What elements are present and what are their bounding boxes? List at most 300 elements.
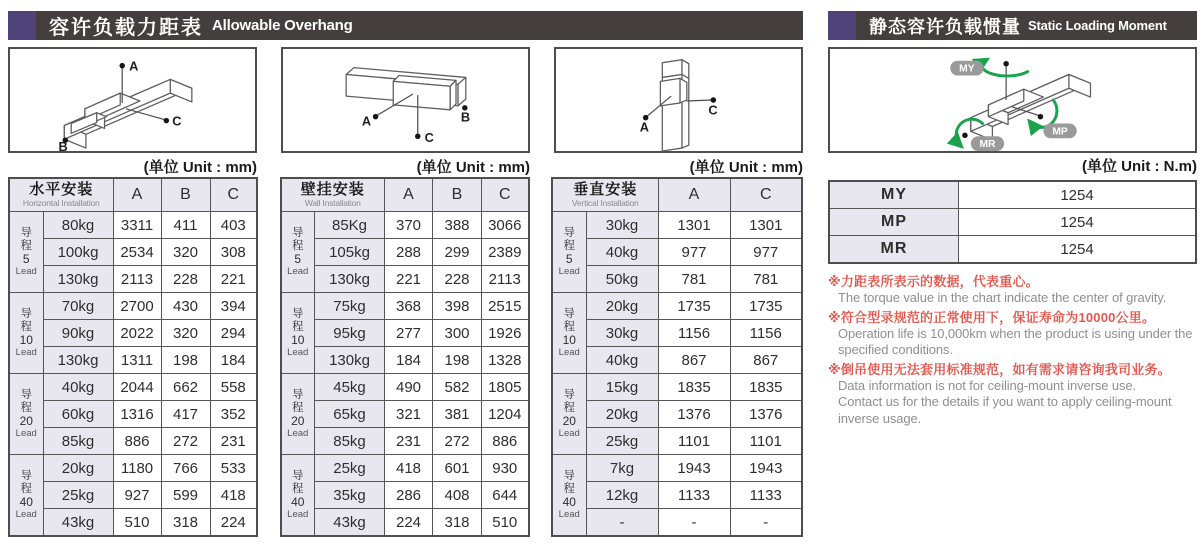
table-row [552,347,802,374]
value-cell: 1943 [730,455,802,482]
unit-label: (单位 Unit : N.m) [1082,158,1197,175]
load-weight-cell: 7kg [586,455,658,482]
note-zh: ※符合型录规范的正常使用下，保证寿命为10000公里。 [828,309,1156,325]
column-header: C [730,178,802,212]
column-header: A [113,178,161,212]
load-weight-cell: 25kg [586,428,658,455]
note-zh: ※力距表所表示的数据，代表重心。 [828,274,1039,289]
section-header-right [828,11,1197,40]
value-cell: 599 [161,482,210,509]
value-cell: 558 [210,374,257,401]
lead-number: 5 [22,252,30,266]
value-cell: 1926 [482,320,529,347]
lead-zh: 导 [20,308,32,320]
value-cell: 3066 [482,212,529,239]
load-weight-cell: 85kg [43,428,113,455]
table-row [9,482,257,509]
horizontal-installation-diagram-box [8,47,257,153]
lead-number: 5 [565,252,573,266]
value-cell: 662 [161,374,210,401]
lead-en: Lead [558,428,580,439]
table-row [9,509,257,537]
load-weight-cell: 90kg [43,320,113,347]
table-row [281,374,529,401]
value-cell: 2700 [113,293,161,320]
lead-en: Lead [15,509,37,520]
my-badge: MY [959,63,975,75]
section-header-left [8,11,803,40]
load-weight-cell: 30kg [586,212,658,239]
value-cell: 1805 [482,374,529,401]
load-weight-cell: 130kg [43,347,113,374]
value-cell: 1156 [658,320,730,347]
table-row [281,482,529,509]
lead-number: 40 [562,495,576,509]
value-cell: 370 [385,212,433,239]
lead-en: Lead [287,428,309,439]
lead-en: Lead [287,509,309,520]
load-weight-cell: 43kg [43,509,113,537]
lead-zh: 程 [20,483,32,495]
column-header: A [385,178,433,212]
note-en: specified conditions. [838,342,953,357]
value-cell: 286 [385,482,433,509]
value-cell: 228 [433,266,482,293]
wall-installation-table [280,177,530,537]
table-row [9,347,257,374]
wall-installation-diagram [283,49,528,151]
value-cell: 2044 [113,374,161,401]
table-row [552,509,802,537]
lead-number: 20 [291,414,305,428]
installation-title-en: Vertical Installation [571,198,639,208]
rail-drawing [660,60,688,151]
point-label-c: C [708,102,718,118]
value-cell: 320 [161,320,210,347]
mr-badge: MR [979,139,996,151]
load-weight-cell: 50kg [586,266,658,293]
lead-zh: 程 [563,321,575,333]
table-row [552,293,802,320]
table-row [552,320,802,347]
value-cell: 231 [385,428,433,455]
lead-zh: 程 [20,402,32,414]
value-cell: 1376 [730,401,802,428]
lead-zh: 程 [563,483,575,495]
value-cell: 1835 [658,374,730,401]
load-weight-cell: 30kg [586,320,658,347]
mp-badge: MP [1052,126,1068,138]
value-cell: 533 [210,455,257,482]
lead-en: Lead [15,347,37,358]
table-row [9,320,257,347]
table-row [552,455,802,482]
load-weight-cell: 25kg [315,455,385,482]
table-row [552,482,802,509]
unit-label-row [8,154,803,176]
value-cell: 1204 [482,401,529,428]
lead-number: 10 [19,333,33,347]
table-header-row [552,178,802,212]
value-cell: 368 [385,293,433,320]
value-cell: 198 [161,347,210,374]
value-cell: 403 [210,212,257,239]
table-row [281,212,529,239]
rail-drawing [346,68,466,110]
lead-cell [281,455,315,537]
load-weight-cell: 60kg [43,401,113,428]
point-label-c: C [424,130,434,146]
value-cell: 272 [161,428,210,455]
lead-en: Lead [558,266,580,277]
value-cell: 321 [385,401,433,428]
table-row [829,209,1196,236]
table-row [552,239,802,266]
moment-diagram-box [828,47,1197,153]
value-cell: 418 [210,482,257,509]
installation-title-zh: 水平安装 [29,181,94,198]
value-cell: 1133 [730,482,802,509]
value-cell: 1316 [113,401,161,428]
lead-cell [552,455,586,537]
section-title-zh: 静态容许负载惯量 [869,16,1021,37]
lead-zh: 导 [20,227,32,239]
value-cell: 228 [161,266,210,293]
value-cell: 781 [730,266,802,293]
table-row [829,236,1196,264]
column-header: C [210,178,257,212]
note-en: Contact us for the details if you want to apply ceiling-mount [838,394,1172,409]
table-row [552,266,802,293]
value-cell: 320 [161,239,210,266]
table-row [281,428,529,455]
installation-title-cell [552,178,658,212]
load-weight-cell: 40kg [43,374,113,401]
moment-label-cell: MY [829,181,959,209]
note-en: The torque value in the chart indicate the center of gravity. [838,290,1167,305]
table-row [281,239,529,266]
value-cell: 418 [385,455,433,482]
value-cell: 886 [113,428,161,455]
note-en: Data information is not for ceiling-mount inverse use. [838,377,1137,393]
unit-label: (单位 Unit : mm) [416,159,530,176]
point-label-a: A [361,113,372,129]
value-cell: 221 [210,266,257,293]
lead-zh: 导 [563,389,575,401]
lead-cell [9,212,43,293]
lead-zh: 导 [292,470,304,482]
section-title-en: Static Loading Moment [1028,18,1167,33]
notes-block [828,273,1197,427]
value-cell: 766 [161,455,210,482]
table-row [281,266,529,293]
table-row [9,428,257,455]
value-cell: 300 [433,320,482,347]
installation-title-zh: 壁挂安装 [300,181,365,198]
table-row [281,293,529,320]
wall-installation-diagram-box [281,47,530,153]
lead-en: Lead [558,509,580,520]
unit-label: (单位 Unit : mm) [689,159,803,176]
value-cell: - [658,509,730,537]
value-cell: 224 [385,509,433,537]
lead-zh: 导 [563,227,575,239]
lead-zh: 导 [563,470,575,482]
load-weight-cell: 12kg [586,482,658,509]
table-row [281,509,529,537]
installation-title-en: Horizontal Installation [22,198,100,208]
table-row [552,401,802,428]
lead-cell [281,293,315,374]
load-weight-cell: 40kg [586,239,658,266]
column-header: A [658,178,730,212]
value-cell: 2515 [482,293,529,320]
lead-zh: 导 [292,227,304,239]
value-cell: 430 [161,293,210,320]
allowable-overhang-section [8,11,803,537]
table-row [9,374,257,401]
vertical-installation-diagram-box [554,47,803,153]
installation-title-cell [281,178,385,212]
value-cell: 318 [161,509,210,537]
load-weight-cell: 20kg [43,455,113,482]
lead-zh: 导 [292,308,304,320]
value-cell: 1835 [730,374,802,401]
moment-value-cell: 1254 [959,209,1197,236]
value-cell: 1735 [658,293,730,320]
value-cell: 224 [210,509,257,537]
lead-number: 20 [562,414,576,428]
moment-value-cell: 1254 [959,181,1197,209]
value-cell: 294 [210,320,257,347]
static-moment-table [828,180,1197,264]
vertical-installation-diagram [556,49,801,151]
load-weight-cell: 20kg [586,401,658,428]
load-weight-cell: 130kg [315,347,385,374]
lead-zh: 程 [292,402,304,414]
point-label-a: A [639,119,649,135]
value-cell: 1328 [482,347,529,374]
value-cell: 417 [161,401,210,428]
lead-en: Lead [287,266,309,277]
lead-en: Lead [15,266,37,277]
value-cell: 510 [113,509,161,537]
load-weight-cell: - [586,509,658,537]
lead-number: 10 [562,333,576,347]
value-cell: 1101 [658,428,730,455]
lead-zh: 程 [563,402,575,414]
moment-label-cell: MR [829,236,959,264]
lead-zh: 程 [20,240,32,252]
table-row [281,347,529,374]
point-label-c: C [172,113,182,129]
load-weight-cell: 130kg [43,266,113,293]
lead-en: Lead [287,347,309,358]
lead-zh: 程 [20,321,32,333]
value-cell: 184 [210,347,257,374]
load-weight-cell: 130kg [315,266,385,293]
column-header: C [482,178,529,212]
load-weight-cell: 95kg [315,320,385,347]
lead-cell [552,374,586,455]
moment-diagram [830,49,1195,151]
load-weight-cell: 35kg [315,482,385,509]
lead-cell [9,374,43,455]
value-cell: 231 [210,428,257,455]
lead-zh: 程 [292,240,304,252]
table-row [9,401,257,428]
value-cell: 1101 [730,428,802,455]
value-cell: 2022 [113,320,161,347]
section-title-zh: 容许负载力距表 [49,17,203,39]
lead-number: 20 [19,414,33,428]
value-cell: 1943 [658,455,730,482]
table-row [9,293,257,320]
lead-zh: 程 [292,321,304,333]
value-cell: 411 [161,212,210,239]
note-en: Operation life is 10,000km when the product is using under the [838,325,1193,341]
lead-number: 40 [291,495,305,509]
horizontal-installation-diagram [10,49,255,151]
point-label-a: A [129,58,139,74]
lead-cell [281,374,315,455]
table-row [552,212,802,239]
value-cell: 1301 [730,212,802,239]
installation-title-en: Wall Installation [304,198,361,208]
lead-cell [281,212,315,293]
value-cell: 927 [113,482,161,509]
note-en: inverse usage. [838,410,922,426]
value-cell: 2113 [113,266,161,293]
purple-accent-square [828,11,856,40]
lead-en: Lead [558,347,580,358]
installation-title-zh: 垂直安装 [573,181,638,198]
lead-number: 40 [19,495,33,509]
value-cell: 510 [482,509,529,537]
horizontal-installation-table [8,177,258,537]
table-row [552,374,802,401]
load-weight-cell: 25kg [43,482,113,509]
table-row [829,181,1196,209]
moment-label-cell: MP [829,209,959,236]
load-weight-cell: 105kg [315,239,385,266]
value-cell: 352 [210,401,257,428]
lead-zh: 程 [292,483,304,495]
load-weight-cell: 15kg [586,374,658,401]
load-weight-cell: 70kg [43,293,113,320]
value-cell: 1156 [730,320,802,347]
installation-title-cell [9,178,113,212]
note-zh: ※倒吊使用无法套用标准规范，如有需求请咨询我司业务。 [828,361,1171,377]
value-cell: 1735 [730,293,802,320]
value-cell: 272 [433,428,482,455]
table-header-row [9,178,257,212]
value-cell: 781 [658,266,730,293]
value-cell: 2389 [482,239,529,266]
table-row [552,428,802,455]
unit-label: (单位 Unit : mm) [143,159,257,176]
value-cell: 2534 [113,239,161,266]
value-cell: 977 [658,239,730,266]
static-loading-moment-section [828,11,1197,427]
load-weight-cell: 75kg [315,293,385,320]
lead-cell [552,293,586,374]
lead-zh: 导 [292,389,304,401]
load-weight-cell: 45kg [315,374,385,401]
value-cell: 601 [433,455,482,482]
value-cell: 398 [433,293,482,320]
lead-en: Lead [15,428,37,439]
lead-zh: 程 [563,240,575,252]
lead-cell [9,455,43,537]
table-row [9,266,257,293]
lead-zh: 导 [20,470,32,482]
load-weight-cell: 85kg [315,428,385,455]
table-row [9,455,257,482]
table-header-row [281,178,529,212]
column-header: B [433,178,482,212]
value-cell: 490 [385,374,433,401]
point-dots [373,105,471,139]
value-cell: 1180 [113,455,161,482]
value-cell: 221 [385,266,433,293]
point-label-b: B [460,109,471,125]
value-cell: 886 [482,428,529,455]
value-cell: 388 [433,212,482,239]
lead-cell [9,293,43,374]
value-cell: 308 [210,239,257,266]
value-cell: 198 [433,347,482,374]
load-weight-cell: 80kg [43,212,113,239]
purple-accent-square [8,11,36,40]
lead-number: 5 [294,252,302,266]
load-weight-cell: 65kg [315,401,385,428]
value-cell: 977 [730,239,802,266]
value-cell: 644 [482,482,529,509]
point-label-b: B [58,139,68,151]
value-cell: 277 [385,320,433,347]
lead-cell [552,212,586,293]
lead-zh: 导 [20,389,32,401]
value-cell: 1301 [658,212,730,239]
load-weight-cell: 20kg [586,293,658,320]
table-row [9,212,257,239]
load-weight-cell: 100kg [43,239,113,266]
value-cell: 381 [433,401,482,428]
value-cell: 288 [385,239,433,266]
table-row [281,455,529,482]
moment-value-cell: 1254 [959,236,1197,264]
value-cell: 1376 [658,401,730,428]
value-cell: 408 [433,482,482,509]
value-cell: 1133 [658,482,730,509]
value-cell: 2113 [482,266,529,293]
diagram-row [8,47,803,153]
load-weight-cell: 40kg [586,347,658,374]
vertical-installation-table [551,177,803,537]
value-cell: 867 [730,347,802,374]
value-cell: 299 [433,239,482,266]
value-cell: 867 [658,347,730,374]
value-cell: 184 [385,347,433,374]
value-cell: 930 [482,455,529,482]
lead-zh: 导 [563,308,575,320]
value-cell: 394 [210,293,257,320]
value-cell: 318 [433,509,482,537]
installation-tables-row [8,177,803,537]
load-weight-cell: 43kg [315,509,385,537]
lead-number: 10 [291,333,305,347]
